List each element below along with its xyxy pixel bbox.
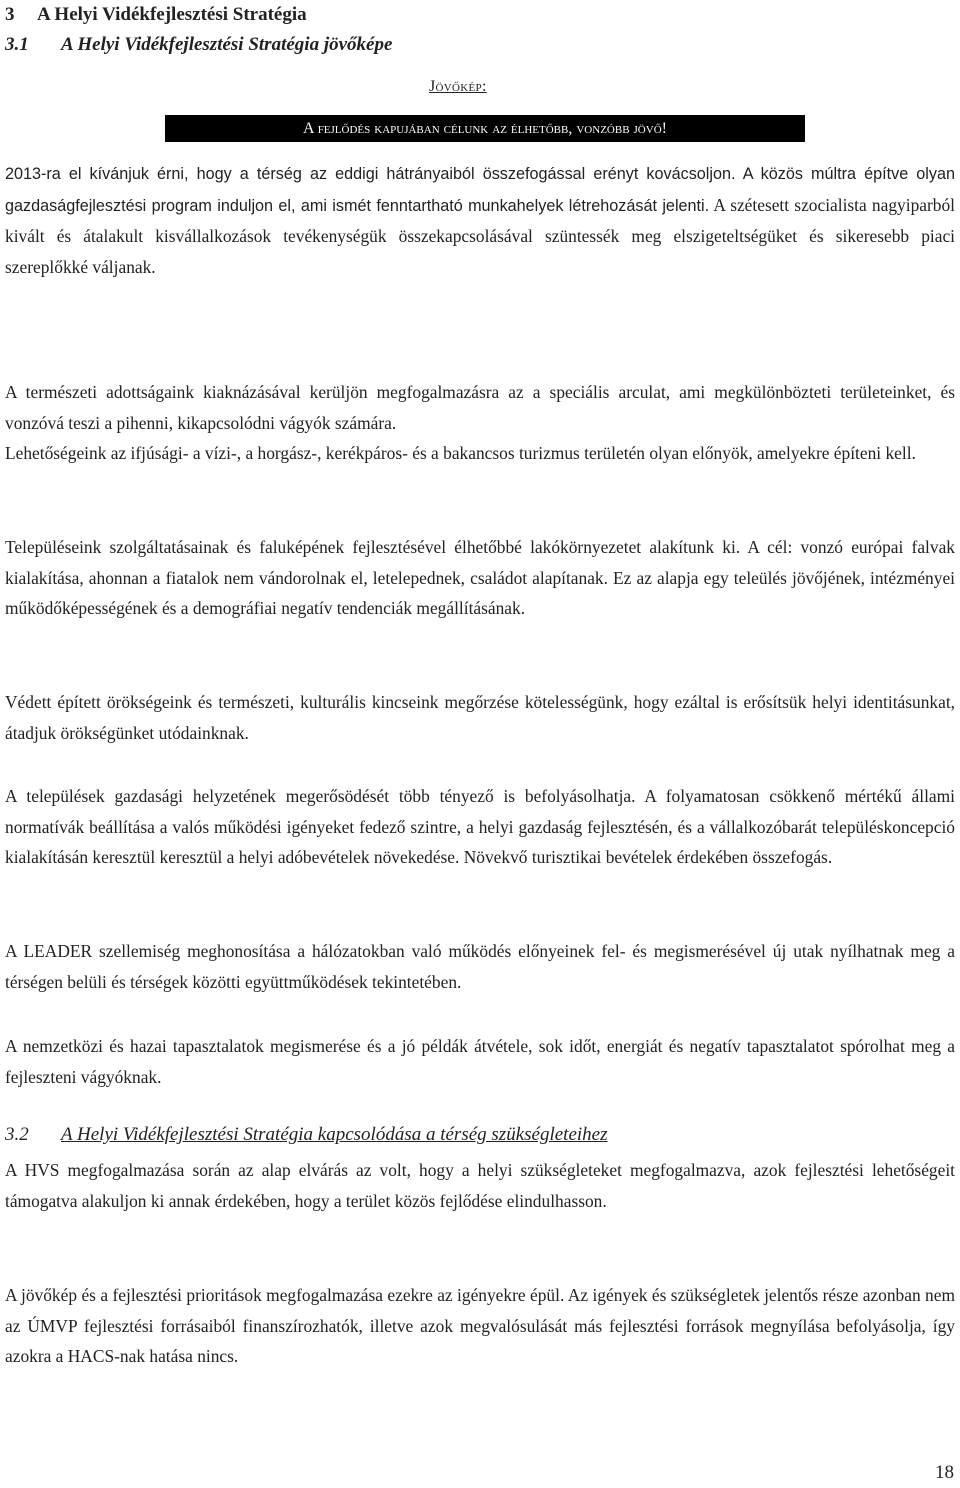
paragraph-tourism: Lehetőségeink az ifjúsági- a vízi-, a horgász-, kerékpáros- és a bakancsos turizmus területén olyan előnyök, amelyekre építeni kell.: [5, 443, 916, 463]
paragraph-leader: A LEADER szellemiség meghonosítása a hálózatokban való működés előnyeinek fel- és megismerésével új utak nyílhatnak meg a térségen belüli és térségek közötti együttműködések tekintetében.: [5, 941, 955, 992]
heading-section: [5, 34, 392, 56]
heading-section-title: A Helyi Vidékfejlesztési Stratégia jövőképe: [61, 34, 393, 55]
paragraph-economy: A települések gazdasági helyzetének megerősödését több tényező is befolyásolhatja. A folyamatosan csökkenő mértékű állami normatívák beállítása a valós működési igényeket fedező szintre, a helyi gazdaság fejlesztésén, és a vállalkozóbarát településkoncepció kialakításán keresztül keresztül a helyi adóbevételek növekedése. Növekvő turisztikai bevételek érdekében összefogás.: [5, 786, 955, 867]
heading-chapter: [5, 4, 307, 26]
vision-statement-banner: A fejlődés kapujában célunk az élhetőbb, vonzóbb jövő!: [165, 115, 805, 142]
paragraph-goal-sans-text: 2013-ra el kívánjuk érni, hogy a térség az eddigi hátrányaiból összefogással erényt kovácsoljon. A közös múltra építve olyan gazdaságfejlesztési program induljon el, ami ismét fenntartható munkahelyek létrehozását jelenti.: [5, 165, 955, 215]
heading-subsection-number: 3.2: [5, 1124, 29, 1145]
paragraph-hvs: A HVS megfogalmazása során az alap elvárás az volt, hogy a helyi szükségleteket megfogalmazva, azok fejlesztési lehetőségeit támogatva alakuljon ki annak érdekében, hogy a terület közös fejlődése elindulhasson.: [5, 1160, 955, 1211]
heading-chapter-title: A Helyi Vidékfejlesztési Stratégia: [37, 4, 307, 25]
paragraph-goal-serif-text: A szétesett szocialista nagyiparból kivált és átalakult kisvállalkozások tevékenységük összekapcsolásával szüntessék meg elszigeteltségüket és sikeresebb piaci szereplőkké váljanak.: [5, 194, 955, 277]
paragraph-settlements: Településeink szolgáltatásainak és faluképének fejlesztésével élhetőbbé lakókörnyezetet alakítunk ki. A cél: vonzó európai falvak kialakítása, ahonnan a fiatalok nem vándorolnak el, letelepednek, családot alapítanak. Ez az alapja egy teleülés jövőjének, intézményei működőképességének és a demográfiai negatív tendenciák megállításának.: [5, 537, 955, 618]
paragraph-goal: [5, 158, 955, 282]
heading-section-number: 3.1: [5, 34, 29, 55]
paragraph-experience: A nemzetközi és hazai tapasztalatok megismerése és a jó példák átvétele, sok időt, energiát és negatív tapasztalatot spórolhat meg a fejleszteni vágyóknak.: [5, 1036, 955, 1087]
page-number: 18: [935, 1462, 954, 1483]
heading-subsection: [5, 1124, 607, 1146]
vision-label: Jövőkép:: [429, 78, 487, 95]
paragraph-natural-assets: A természeti adottságaink kiaknázásával kerüljön megfogalmazásra az a speciális arculat, ami megkülönbözteti területeinket, és vonzóvá teszi a pihenni, kikapcsolódni vágyók számára.: [5, 382, 955, 433]
paragraph-heritage: Védett épített örökségeink és természeti, kulturális kincseink megőrzése kötelességünk, hogy ezáltal is erősítsük helyi identitásunkat, átadjuk örökségünket utódainknak.: [5, 692, 955, 743]
heading-subsection-title: A Helyi Vidékfejlesztési Stratégia kapcsolódása a térség szükségleteihez: [61, 1124, 608, 1145]
paragraph-priorities: A jövőkép és a fejlesztési prioritások megfogalmazása ezekre az igényekre épül. Az igények és szükségletek jelentős része azonban nem az ÚMVP fejlesztési forrásaiból finanszírozhatók, illetve azok megvalósulását más fejlesztési források megnyílása befolyásolja, így azokra a HACS-nak hatása nincs.: [5, 1285, 955, 1366]
heading-chapter-number: 3: [5, 4, 15, 25]
